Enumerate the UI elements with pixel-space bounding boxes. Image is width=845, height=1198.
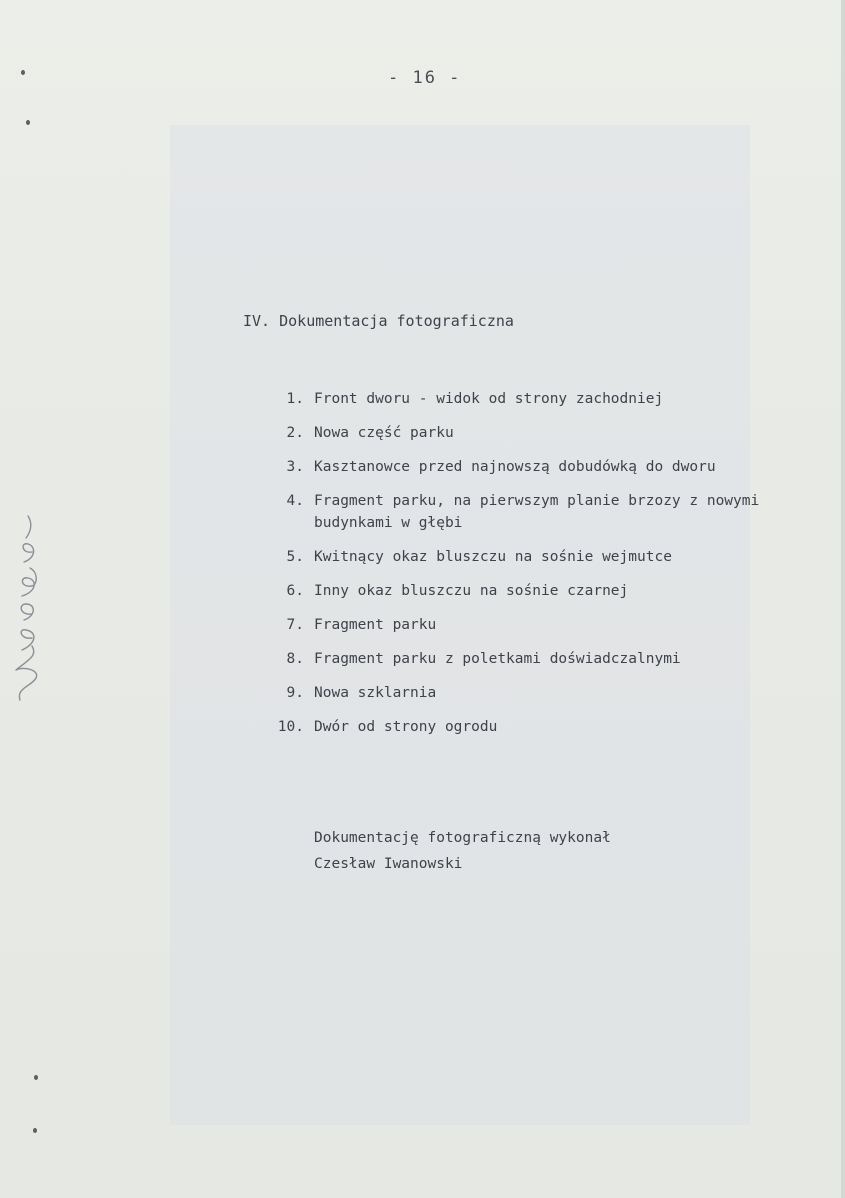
list-item [262, 388, 822, 410]
item-text: Kasztanowce przed najnowszą dobudówką do dworu [314, 459, 716, 475]
item-text: Fragment parku [314, 617, 437, 633]
item-number: 6. [286, 583, 304, 599]
item-text: Nowa część parku [314, 425, 454, 441]
item-number: 7. [286, 617, 304, 633]
item-text: Front dworu - widok od strony zachodniej [314, 391, 664, 407]
credit-author: Czesław Iwanowski [314, 856, 463, 872]
list-item [262, 682, 822, 704]
photo-list [262, 388, 822, 750]
item-number: 10. [277, 719, 304, 735]
item-text: Dwór od strony ogrodu [314, 719, 498, 735]
item-number: 3. [286, 459, 304, 475]
item-number: 9. [286, 685, 304, 701]
item-number: 5. [286, 549, 304, 565]
item-text: Nowa szklarnia [314, 685, 437, 701]
page-number: - 16 - [388, 68, 462, 88]
item-text: Fragment parku z poletkami doświadczalnymi [314, 651, 681, 667]
list-item [262, 614, 822, 636]
punch-hole [21, 70, 25, 75]
punch-hole [26, 120, 30, 125]
list-item [262, 456, 822, 478]
section-heading: IV. Dokumentacja fotograficzna [243, 312, 514, 330]
item-number: 2. [286, 425, 304, 441]
photo-credit [314, 825, 611, 877]
handwritten-signature [2, 500, 52, 720]
punch-hole [34, 1075, 38, 1080]
list-item [262, 648, 822, 670]
list-item [262, 580, 822, 602]
list-item [262, 490, 822, 534]
credit-line: Dokumentację fotograficzną wykonał [314, 830, 611, 846]
item-text: Kwitnący okaz bluszczu na sośnie wejmutce [314, 549, 672, 565]
punch-hole [33, 1128, 37, 1133]
item-number: 1. [286, 391, 304, 407]
item-text: Inny okaz bluszczu na sośnie czarnej [314, 583, 629, 599]
page-edge [841, 0, 845, 1198]
list-item [262, 716, 822, 738]
list-item [262, 422, 822, 444]
list-item [262, 546, 822, 568]
item-number: 4. [286, 493, 304, 509]
item-text: Fragment parku, na pierwszym planie brzozy z nowymi budynkami w głębi [314, 493, 760, 531]
item-number: 8. [286, 651, 304, 667]
